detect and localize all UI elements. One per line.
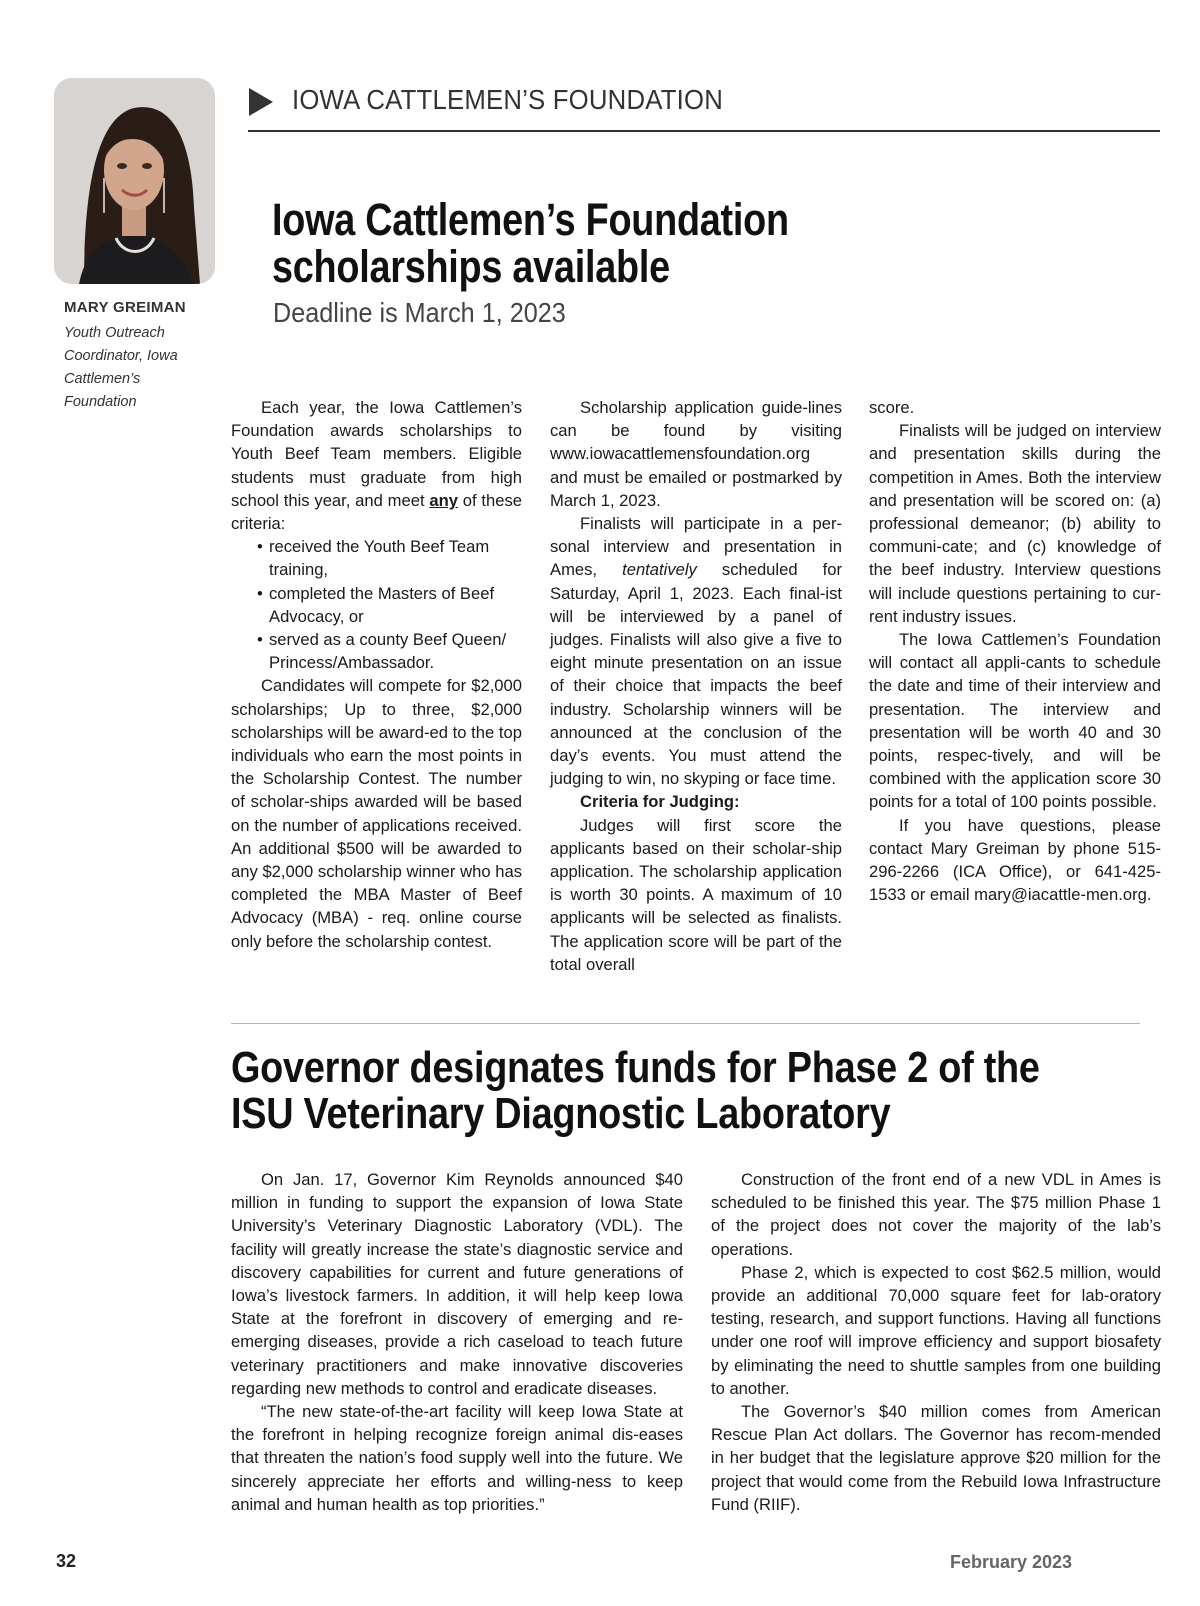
article-headline: Governor designates funds for Phase 2 of the ISU Veterinary Diagnostic Laboratory xyxy=(231,1043,1040,1138)
article-paragraph: “The new state-of-the-art facility will keep Iowa State at the forefront in helping recognize foreign animal dis-eases that threaten the nation’s food supply well into the future. We sincerely appreciate her efforts and willing-ness to keep animal and human health as top priorities.” xyxy=(231,1402,683,1514)
article-paragraph: On Jan. 17, Governor Kim Reynolds announced $40 million in funding to support the expansion of Iowa State University’s Veterinary Diagnostic Laboratory (VDL). The facility will greatly increase the state’s diagnostic service and discovery capabilities for current and future generations of Iowa’s livestock farmers. In addition, it will help keep Iowa State at the forefront in discovery of emerging and re-emerging diseases, provide a rich caseload to teach future veterinary practitioners and make innovative discoveries regarding new methods to control and eradicate diseases. xyxy=(231,1170,683,1398)
emphasis-text: any xyxy=(429,490,458,510)
article-paragraph: Scholarship application guide-lines can be found by visiting www.iowacattlemensfoundation.org and must be emailed or postmarked by March 1, 2023. xyxy=(550,398,842,510)
article-column-2 xyxy=(711,1168,1161,1516)
author-name: MARY GREIMAN xyxy=(64,299,186,316)
article-subhead: Deadline is March 1, 2023 xyxy=(273,297,566,328)
paragraph-text: of these criteria: xyxy=(231,490,522,534)
article-paragraph: Phase 2, which is expected to cost $62.5 million, would provide an additional 70,000 square feet for lab-oratory testing, research, and support functions. Having all functions under one roof will improve efficiency and support biosafety by eliminating the need to shuttle samples from one building to another. xyxy=(711,1262,1161,1398)
section-arrow-icon xyxy=(249,88,273,116)
article-column-1 xyxy=(231,1168,683,1516)
criteria-list xyxy=(231,535,522,674)
article-divider xyxy=(231,1023,1140,1024)
list-item: • completed the Masters of Beef Advocacy, or xyxy=(231,582,522,628)
article-paragraph: Construction of the front end of a new VDL in Ames is scheduled to be finished this year. The $75 million Phase 1 of the project does not cover the majority of the lab’s operations. xyxy=(711,1170,1161,1259)
list-item: • served as a county Beef Queen/ Princess/Ambassador. xyxy=(231,628,522,674)
article-headline: Iowa Cattlemen’s Foundation scholarships available xyxy=(272,194,789,292)
article-paragraph: Judges will first score the applicants based on their scholar-ship application. The scholarship application is worth 30 points. A maximum of 10 applicants will be selected as finalists. The application score will be part of the total overall xyxy=(550,815,842,974)
article-paragraph: The Iowa Cattlemen’s Foundation will contact all appli-cants to schedule the date and time of their interview and presentation. The interview and presentation will be worth 40 and 30 points, respec-tively, and will be combined with the application score 30 points for a total of 100 points possible. xyxy=(869,630,1161,812)
article-paragraph xyxy=(231,396,522,535)
list-item: • received the Youth Beef Team training, xyxy=(231,535,522,581)
article-paragraph: score. xyxy=(869,398,915,417)
article-paragraph: The Governor’s $40 million comes from American Rescue Plan Act dollars. The Governor has recom-mended in her budget that the legislature approve $20 million for the project that would come from the Rebuild Iowa Infrastructure Fund (RIIF). xyxy=(711,1402,1161,1514)
article-column-2 xyxy=(550,396,842,976)
paragraph-text: Finalists will participate in a per-sonal interview and presentation in Ames, xyxy=(550,514,842,580)
section-rule xyxy=(248,130,1160,132)
issue-date: February 2023 xyxy=(950,1552,1073,1572)
article-paragraph: Candidates will compete for $2,000 scholarships; Up to three, $2,000 scholarships will be award-ed to the top individuals who earn the most points in the Scholarship Contest. The number of scholar-ships awarded will be based on the number of applications received. An additional $500 will be awarded to any $2,000 scholarship winner who has completed the MBA Master of Beef Advocacy (MBA) - req. online course only before the scholarship contest. xyxy=(231,676,522,951)
emphasis-text: tentatively xyxy=(622,560,697,580)
author-title: Youth Outreach Coordinator, Iowa Cattlemen’s Foundation xyxy=(64,325,178,410)
article-paragraph: If you have questions, please contact Mary Greiman by phone 515-296-2266 (ICA Office), or 641-425-1533 or email mary@iacattle-men.org. xyxy=(869,815,1161,905)
paragraph-text: scheduled for Saturday, April 1, 2023. Each final-ist will be interviewed by a panel of judges. Finalists will also give a five to eight minute presentation on an issue of their choice that impacts the beef industry. Scholarship winners will be announced at the conclusion of the day’s events. You must attend the judging to win, no skyping or face time. xyxy=(550,560,842,789)
article-column-1 xyxy=(231,396,522,953)
article-paragraph xyxy=(550,512,842,790)
section-label: IOWA CATTLEMEN’S FOUNDATION xyxy=(292,84,723,115)
author-photo xyxy=(54,78,215,284)
criteria-heading: Criteria for Judging: xyxy=(580,792,740,812)
article-paragraph: Finalists will be judged on interview and presentation skills during the competition in Ames. Both the interview and presentation will be scored on: (a) professional demeanor; (b) ability to communi-cate; and (c) knowledge of the beef industry. Interview questions will include questions pertaining to cur-rent industry issues. xyxy=(869,421,1161,626)
paragraph-text: Each year, the Iowa Cattlemen’s Foundation awards scholarships to Youth Beef Team members. Eligible students must graduate from high school this year, and meet xyxy=(231,398,522,510)
page-number: 32 xyxy=(56,1551,77,1571)
article-column-3 xyxy=(869,396,1161,906)
